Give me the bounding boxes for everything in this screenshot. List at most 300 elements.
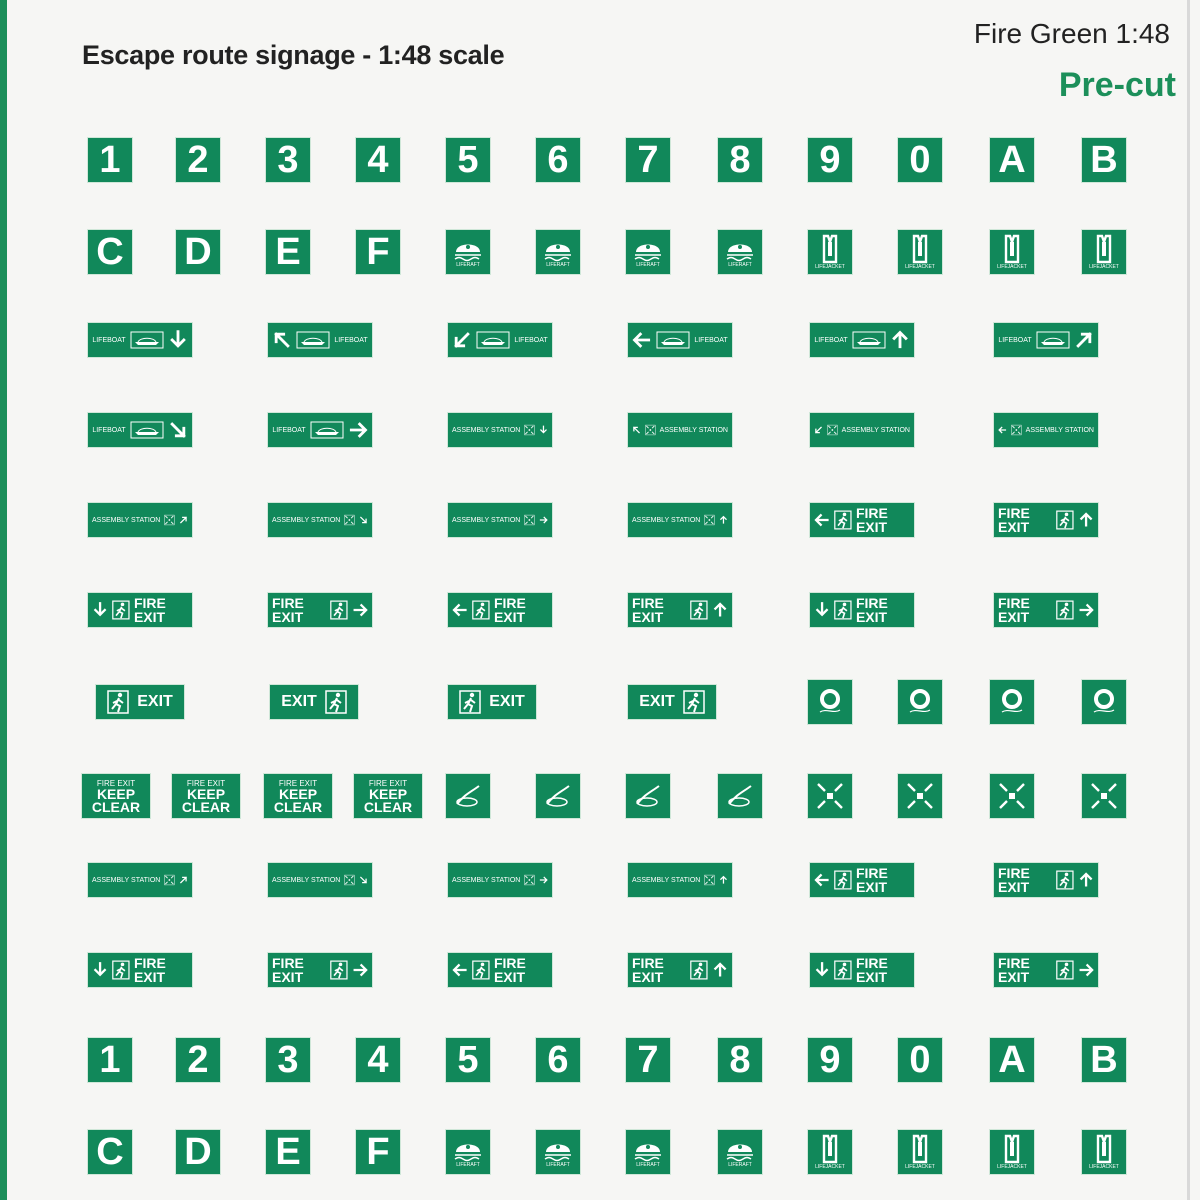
fire-exit-sign xyxy=(628,593,732,627)
running-man-icon xyxy=(325,690,347,714)
up-left-arrow-icon xyxy=(272,330,292,350)
muster-station-sign xyxy=(808,774,852,818)
running-man-icon xyxy=(690,598,708,622)
right-arrow-icon xyxy=(352,600,368,620)
decal-character: E xyxy=(275,1130,301,1173)
decal-character: 7 xyxy=(637,138,659,181)
up-left-arrow-icon xyxy=(632,420,641,440)
running-man-icon xyxy=(683,690,705,714)
decal-character: 2 xyxy=(187,1038,209,1081)
lifejacket-sign xyxy=(990,230,1034,274)
liferaft-icon xyxy=(542,1136,574,1162)
fire-exit-sign xyxy=(810,863,914,897)
sign-text: FIRE EXIT xyxy=(368,778,408,788)
left-arrow-icon xyxy=(998,420,1007,440)
character-decal xyxy=(808,1038,852,1082)
assembly-point-icon xyxy=(704,868,715,892)
lifejacket-icon xyxy=(999,1134,1025,1164)
fire-exit-sign xyxy=(810,503,914,537)
sign-text: LIFERAFT xyxy=(546,1162,570,1168)
liferaft-icon xyxy=(452,1136,484,1162)
liferaft-icon xyxy=(452,236,484,262)
up-arrow-icon xyxy=(719,870,728,890)
lifejacket-sign xyxy=(808,1130,852,1174)
keep-clear-text: KEEP CLEAR xyxy=(91,785,141,815)
assembly-station-sign xyxy=(88,503,192,537)
muster-station-sign xyxy=(1082,774,1126,818)
sheet-title: Escape route signage - 1:48 scale xyxy=(82,40,505,70)
running-man-icon xyxy=(112,958,130,982)
lifejacket-icon xyxy=(1091,234,1117,264)
down-right-arrow-icon xyxy=(168,420,188,440)
fire-exit-text: FIRE EXIT xyxy=(998,865,1030,895)
liferaft-sign xyxy=(536,230,580,274)
decal-character: A xyxy=(998,138,1026,181)
running-man-icon xyxy=(834,958,852,982)
lifebuoy-sign xyxy=(1082,680,1126,724)
lifejacket-sign xyxy=(1082,230,1126,274)
right-arrow-icon xyxy=(539,870,548,890)
keep-clear-text: KEEP CLEAR xyxy=(273,785,323,815)
sign-text: ASSEMBLY STATION xyxy=(92,876,161,884)
sign-text: ASSEMBLY STATION xyxy=(452,516,521,524)
muster-station-icon xyxy=(997,781,1027,811)
character-decal xyxy=(266,138,310,182)
decal-character: A xyxy=(998,1038,1026,1081)
assembly-station-sign xyxy=(448,413,552,447)
lifejacket-sign xyxy=(1082,1130,1126,1174)
assembly-point-icon xyxy=(524,868,535,892)
sign-text: LIFEJACKET xyxy=(905,264,935,270)
lifejacket-icon xyxy=(999,234,1025,264)
lifejacket-icon xyxy=(907,1134,933,1164)
assembly-point-icon xyxy=(164,868,175,892)
fire-hose-icon xyxy=(453,782,483,810)
liferaft-sign xyxy=(626,230,670,274)
liferaft-sign xyxy=(446,230,490,274)
right-arrow-icon xyxy=(539,510,548,530)
sign-text: LIFEBOAT xyxy=(92,426,126,434)
running-man-icon xyxy=(472,958,490,982)
lifebuoy-sign xyxy=(898,680,942,724)
liferaft-icon xyxy=(632,236,664,262)
up-right-arrow-icon xyxy=(179,510,188,530)
assembly-point-icon xyxy=(524,508,535,532)
character-decal xyxy=(1082,1038,1126,1082)
fire-exit-text: FIRE EXIT xyxy=(272,595,304,625)
up-arrow-icon xyxy=(719,510,728,530)
fire-hose-icon xyxy=(633,782,663,810)
sign-text: ASSEMBLY STATION xyxy=(632,876,701,884)
sign-text: LIFEJACKET xyxy=(1089,264,1119,270)
sign-text: ASSEMBLY STATION xyxy=(1025,426,1094,434)
lifejacket-sign xyxy=(898,1130,942,1174)
sign-text: LIFEBOAT xyxy=(694,336,728,344)
sign-text: LIFEBOAT xyxy=(272,426,306,434)
fire-exit-text: FIRE EXIT xyxy=(855,595,888,625)
fire-exit-sign xyxy=(448,593,552,627)
decal-character: F xyxy=(366,1130,390,1173)
fire-hose-sign xyxy=(718,774,762,818)
decal-character: 5 xyxy=(457,1038,479,1081)
muster-station-sign xyxy=(990,774,1034,818)
fire-exit-sign xyxy=(810,953,914,987)
fire-exit-text: FIRE EXIT xyxy=(133,595,166,625)
decal-character: 3 xyxy=(277,1038,299,1081)
fire-exit-text: FIRE EXIT xyxy=(998,955,1030,985)
keep-clear-text: KEEP CLEAR xyxy=(363,785,413,815)
assembly-point-icon xyxy=(164,508,175,532)
exit-text: EXIT xyxy=(137,693,173,710)
fire-exit-sign xyxy=(994,953,1098,987)
character-decal xyxy=(266,230,310,274)
assembly-station-sign xyxy=(628,863,732,897)
right-arrow-icon xyxy=(352,960,368,980)
sign-text: LIFEBOAT xyxy=(998,336,1032,344)
assembly-station-sign xyxy=(268,503,372,537)
down-arrow-icon xyxy=(539,420,548,440)
running-man-icon xyxy=(472,598,490,622)
running-man-icon xyxy=(834,598,852,622)
up-arrow-icon xyxy=(1078,870,1094,890)
decal-character: 1 xyxy=(99,1038,121,1081)
lifeboat-icon xyxy=(310,421,344,439)
character-decal xyxy=(88,1038,132,1082)
muster-station-icon xyxy=(815,781,845,811)
sign-text: LIFERAFT xyxy=(728,262,752,268)
sign-text: LIFEJACKET xyxy=(815,264,845,270)
character-decal xyxy=(176,138,220,182)
decal-character: 4 xyxy=(367,1038,389,1081)
running-man-icon xyxy=(690,958,708,982)
character-decal xyxy=(718,138,762,182)
character-decal xyxy=(718,1038,762,1082)
character-decal xyxy=(266,1130,310,1174)
lifeboat-sign xyxy=(628,323,732,357)
character-decal xyxy=(898,1038,942,1082)
sign-text: LIFERAFT xyxy=(636,1162,660,1168)
lifeboat-icon xyxy=(656,331,690,349)
lifejacket-icon xyxy=(817,234,843,264)
decal-character: B xyxy=(1090,1038,1118,1081)
left-arrow-icon xyxy=(814,870,830,890)
liferaft-icon xyxy=(542,236,574,262)
sign-text: LIFERAFT xyxy=(546,262,570,268)
sign-text: LIFERAFT xyxy=(456,1162,480,1168)
decal-character: 9 xyxy=(819,1038,841,1081)
lifeboat-icon xyxy=(1036,331,1070,349)
sign-text: LIFEJACKET xyxy=(905,1164,935,1170)
assembly-station-sign xyxy=(448,863,552,897)
character-decal xyxy=(990,138,1034,182)
running-man-icon xyxy=(1056,958,1074,982)
lifeboat-sign xyxy=(994,323,1098,357)
sign-text: LIFEBOAT xyxy=(334,336,368,344)
fire-exit-sign xyxy=(810,593,914,627)
decal-character: 0 xyxy=(909,138,931,181)
up-right-arrow-icon xyxy=(179,870,188,890)
sign-text: LIFEJACKET xyxy=(997,1164,1027,1170)
decal-character: 7 xyxy=(637,1038,659,1081)
assembly-point-icon xyxy=(344,508,355,532)
down-arrow-icon xyxy=(92,960,108,980)
lifeboat-sign xyxy=(88,323,192,357)
keep-clear-text: KEEP CLEAR xyxy=(181,785,231,815)
decal-character: 8 xyxy=(729,138,751,181)
character-decal xyxy=(446,138,490,182)
assembly-point-icon xyxy=(1011,418,1022,442)
lifebuoy-icon xyxy=(906,688,934,716)
character-decal xyxy=(1082,138,1126,182)
lifebuoy-sign xyxy=(808,680,852,724)
fire-exit-sign xyxy=(628,953,732,987)
keep-clear-sign xyxy=(264,774,332,818)
lifeboat-icon xyxy=(852,331,886,349)
lifejacket-icon xyxy=(817,1134,843,1164)
lifeboat-icon xyxy=(296,331,330,349)
character-decal xyxy=(536,1038,580,1082)
fire-exit-text: FIRE EXIT xyxy=(493,955,526,985)
lifeboat-icon xyxy=(476,331,510,349)
liferaft-sign xyxy=(626,1130,670,1174)
decal-character: B xyxy=(1090,138,1118,181)
sign-text: LIFERAFT xyxy=(456,262,480,268)
assembly-station-sign xyxy=(810,413,914,447)
assembly-station-sign xyxy=(628,503,732,537)
character-decal xyxy=(626,1038,670,1082)
keep-clear-sign xyxy=(172,774,240,818)
sign-text: LIFEBOAT xyxy=(92,336,126,344)
assembly-station-sign xyxy=(268,863,372,897)
running-man-icon xyxy=(1056,868,1074,892)
running-man-icon xyxy=(1056,598,1074,622)
decal-character: D xyxy=(184,230,212,273)
sign-text: LIFEBOAT xyxy=(514,336,548,344)
lifejacket-sign xyxy=(808,230,852,274)
down-arrow-icon xyxy=(168,330,188,350)
lifeboat-sign xyxy=(268,413,372,447)
fire-hose-sign xyxy=(626,774,670,818)
character-decal xyxy=(536,138,580,182)
fire-exit-text: FIRE EXIT xyxy=(493,595,526,625)
fire-hose-sign xyxy=(536,774,580,818)
left-arrow-icon xyxy=(452,600,468,620)
down-arrow-icon xyxy=(814,960,830,980)
sign-text: ASSEMBLY STATION xyxy=(452,876,521,884)
lifejacket-icon xyxy=(1091,1134,1117,1164)
decal-character: E xyxy=(275,230,301,273)
left-arrow-icon xyxy=(632,330,652,350)
exit-text: EXIT xyxy=(489,693,525,710)
liferaft-sign xyxy=(718,230,762,274)
keep-clear-sign xyxy=(354,774,422,818)
liferaft-sign xyxy=(446,1130,490,1174)
lifeboat-sign xyxy=(268,323,372,357)
sign-text: ASSEMBLY STATION xyxy=(659,426,728,434)
sign-text: FIRE EXIT xyxy=(96,778,136,788)
character-decal xyxy=(176,230,220,274)
liferaft-sign xyxy=(536,1130,580,1174)
decal-character: 5 xyxy=(457,138,479,181)
character-decal xyxy=(898,138,942,182)
lifeboat-sign xyxy=(448,323,552,357)
sign-text: LIFEBOAT xyxy=(814,336,848,344)
decal-character: 4 xyxy=(367,138,389,181)
fire-exit-sign xyxy=(88,953,192,987)
decal-character: 9 xyxy=(819,138,841,181)
sign-text: LIFERAFT xyxy=(636,262,660,268)
scale-label: Fire Green 1:48 xyxy=(973,18,1170,49)
assembly-station-sign xyxy=(628,413,732,447)
sign-text: ASSEMBLY STATION xyxy=(272,876,341,884)
character-decal xyxy=(446,1038,490,1082)
fire-hose-sign xyxy=(446,774,490,818)
up-arrow-icon xyxy=(712,960,728,980)
decal-character: 2 xyxy=(187,138,209,181)
assembly-station-sign xyxy=(88,863,192,897)
decal-character: 1 xyxy=(99,138,121,181)
decal-character: C xyxy=(96,1130,124,1173)
running-man-icon xyxy=(834,508,852,532)
decal-character: 0 xyxy=(909,1038,931,1081)
character-decal xyxy=(88,230,132,274)
fire-exit-text: FIRE EXIT xyxy=(632,595,664,625)
sign-text: ASSEMBLY STATION xyxy=(272,516,341,524)
precut-label: Pre-cut xyxy=(1058,66,1176,104)
assembly-point-icon xyxy=(344,868,355,892)
down-left-arrow-icon xyxy=(452,330,472,350)
fire-exit-text: FIRE EXIT xyxy=(855,955,888,985)
running-man-icon xyxy=(459,690,481,714)
character-decal xyxy=(176,1038,220,1082)
lifejacket-sign xyxy=(898,230,942,274)
fire-exit-sign xyxy=(994,863,1098,897)
assembly-station-sign xyxy=(994,413,1098,447)
character-decal xyxy=(626,138,670,182)
character-decal xyxy=(356,1130,400,1174)
lifeboat-icon xyxy=(130,331,164,349)
sign-text: LIFEJACKET xyxy=(815,1164,845,1170)
left-arrow-icon xyxy=(814,510,830,530)
lifeboat-sign xyxy=(810,323,914,357)
lifeboat-sign xyxy=(88,413,192,447)
fire-exit-sign xyxy=(448,953,552,987)
lifeboat-icon xyxy=(130,421,164,439)
down-arrow-icon xyxy=(92,600,108,620)
muster-station-icon xyxy=(905,781,935,811)
fire-exit-text: FIRE EXIT xyxy=(272,955,304,985)
character-decal xyxy=(176,1130,220,1174)
up-arrow-icon xyxy=(1078,510,1094,530)
lifebuoy-icon xyxy=(1090,688,1118,716)
down-right-arrow-icon xyxy=(359,870,368,890)
down-right-arrow-icon xyxy=(359,510,368,530)
running-man-icon xyxy=(834,868,852,892)
right-arrow-icon xyxy=(1078,960,1094,980)
lifebuoy-sign xyxy=(990,680,1034,724)
fire-exit-sign xyxy=(88,593,192,627)
sign-text: ASSEMBLY STATION xyxy=(92,516,161,524)
decal-character: 3 xyxy=(277,138,299,181)
exit-text: EXIT xyxy=(281,693,317,710)
right-arrow-icon xyxy=(1078,600,1094,620)
character-decal xyxy=(88,1130,132,1174)
left-arrow-icon xyxy=(452,960,468,980)
down-left-arrow-icon xyxy=(814,420,823,440)
lifejacket-sign xyxy=(990,1130,1034,1174)
decal-character: 8 xyxy=(729,1038,751,1081)
lifejacket-icon xyxy=(907,234,933,264)
liferaft-icon xyxy=(724,1136,756,1162)
muster-station-icon xyxy=(1089,781,1119,811)
lifebuoy-icon xyxy=(998,688,1026,716)
right-arrow-icon xyxy=(348,420,368,440)
character-decal xyxy=(266,1038,310,1082)
character-decal xyxy=(808,138,852,182)
running-man-icon xyxy=(112,598,130,622)
fire-exit-text: FIRE EXIT xyxy=(632,955,664,985)
fire-exit-text: FIRE EXIT xyxy=(855,505,888,535)
fire-hose-icon xyxy=(725,782,755,810)
sign-text: ASSEMBLY STATION xyxy=(632,516,701,524)
sign-text: ASSEMBLY STATION xyxy=(841,426,910,434)
sign-text: LIFEJACKET xyxy=(1089,1164,1119,1170)
running-man-icon xyxy=(330,958,348,982)
decal-character: 6 xyxy=(547,1038,569,1081)
lifebuoy-icon xyxy=(816,688,844,716)
assembly-point-icon xyxy=(704,508,715,532)
exit-sign xyxy=(628,685,716,719)
liferaft-sign xyxy=(718,1130,762,1174)
sign-text: ASSEMBLY STATION xyxy=(452,426,521,434)
sign-text: FIRE EXIT xyxy=(278,778,318,788)
liferaft-icon xyxy=(632,1136,664,1162)
fire-exit-text: FIRE EXIT xyxy=(133,955,166,985)
sign-text: LIFEJACKET xyxy=(997,264,1027,270)
assembly-point-icon xyxy=(645,418,656,442)
decal-character: 6 xyxy=(547,138,569,181)
fire-hose-icon xyxy=(543,782,573,810)
up-right-arrow-icon xyxy=(1074,330,1094,350)
fire-exit-sign xyxy=(268,593,372,627)
character-decal xyxy=(356,138,400,182)
keep-clear-sign xyxy=(82,774,150,818)
muster-station-sign xyxy=(898,774,942,818)
sign-text: FIRE EXIT xyxy=(186,778,226,788)
fire-exit-text: FIRE EXIT xyxy=(998,595,1030,625)
exit-text: EXIT xyxy=(639,693,675,710)
up-arrow-icon xyxy=(890,330,910,350)
exit-sign xyxy=(96,685,184,719)
fire-exit-sign xyxy=(994,503,1098,537)
decal-character: C xyxy=(96,230,124,273)
running-man-icon xyxy=(107,690,129,714)
sign-text: LIFERAFT xyxy=(728,1162,752,1168)
character-decal xyxy=(88,138,132,182)
assembly-point-icon xyxy=(827,418,838,442)
fire-exit-text: FIRE EXIT xyxy=(855,865,888,895)
character-decal xyxy=(356,1038,400,1082)
fire-exit-text: FIRE EXIT xyxy=(998,505,1030,535)
exit-sign xyxy=(448,685,536,719)
assembly-station-sign xyxy=(448,503,552,537)
character-decal xyxy=(356,230,400,274)
up-arrow-icon xyxy=(712,600,728,620)
fire-exit-sign xyxy=(268,953,372,987)
assembly-point-icon xyxy=(524,418,535,442)
down-arrow-icon xyxy=(814,600,830,620)
fire-exit-sign xyxy=(994,593,1098,627)
